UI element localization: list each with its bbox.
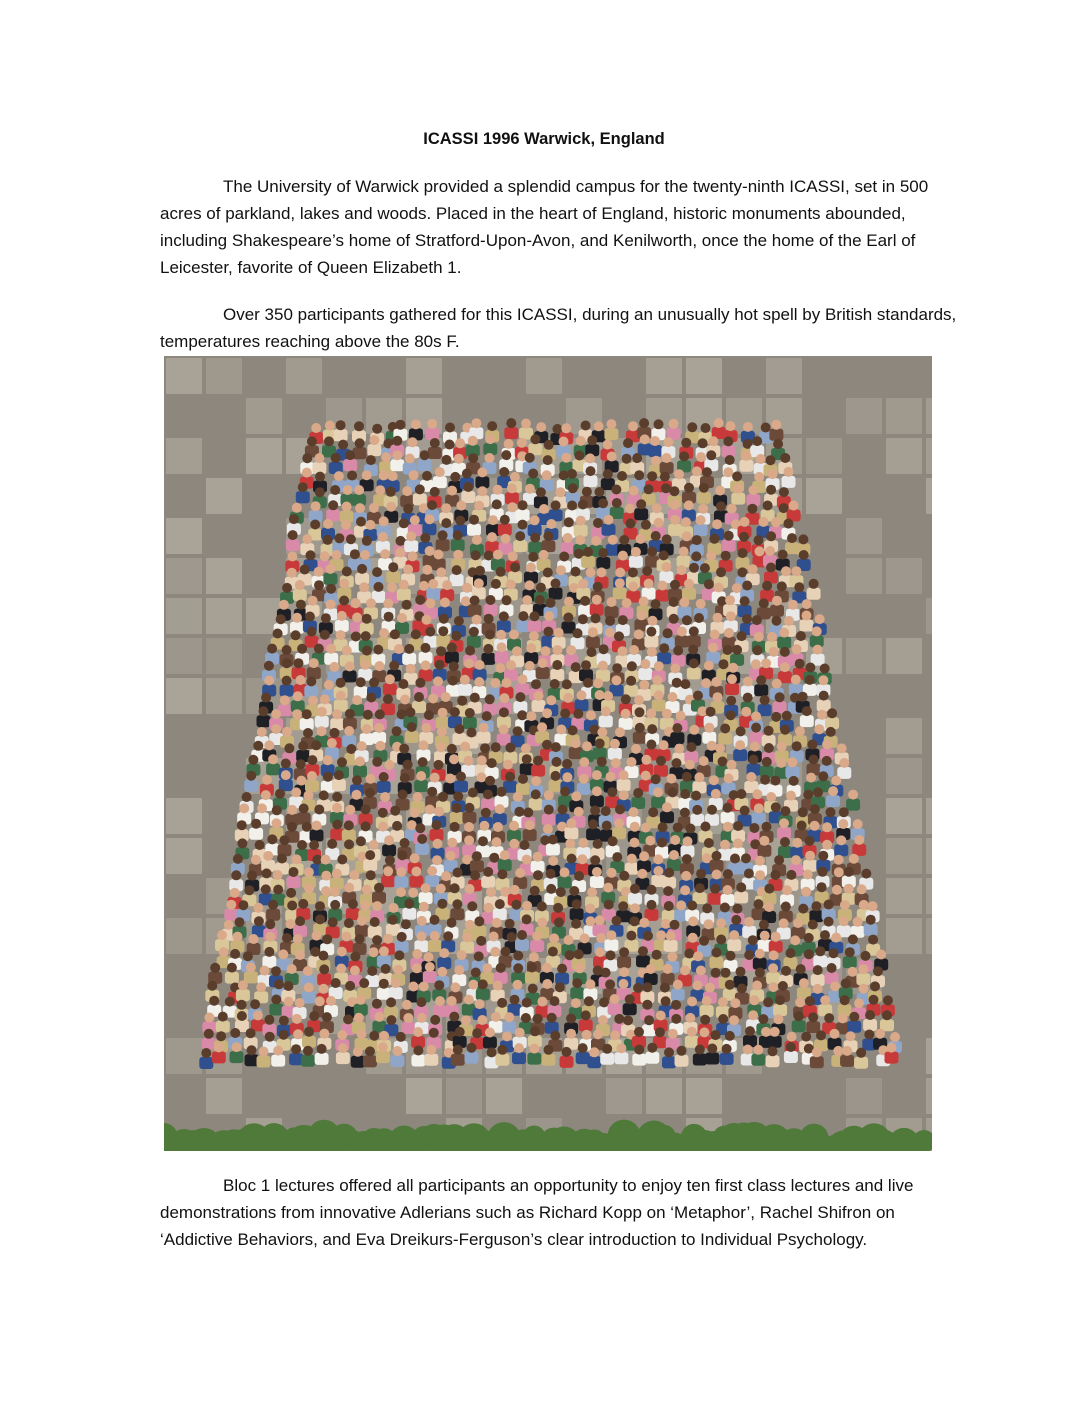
group-photo: [164, 356, 932, 1151]
paragraph-participants: [160, 301, 970, 355]
paragraph-participants-text: Over 350 participants gathered for this ICASSI, during an unusually hot spell by British standards, temperatures reaching above the 80s F.: [160, 305, 957, 351]
paragraph-lectures: [160, 1172, 970, 1253]
paragraph-intro-text: The University of Warwick provided a splendid campus for the twenty-ninth ICASSI, set in 500 acres of parkland, lakes and woods. Placed in the heart of England, historic monuments abounded, including Shakespeare’s home of Stratford-Upon-Avon, and Kenilworth, once the home of the Earl of Leicester, favorite of Queen Elizabeth 1.: [160, 177, 929, 277]
paragraph-lectures-text: Bloc 1 lectures offered all participants an opportunity to enjoy ten first class lectures and live demonstrations from innovative Adlerians such as Richard Kopp on ‘Metaphor’, Rachel Shifron on ‘Addictive Behaviors, and Eva Dreikurs-Ferguson’s clear introduction to Individual Psychology.: [160, 1176, 914, 1249]
document-title: ICASSI 1996 Warwick, England: [423, 130, 665, 148]
paragraph-intro: [160, 173, 970, 281]
